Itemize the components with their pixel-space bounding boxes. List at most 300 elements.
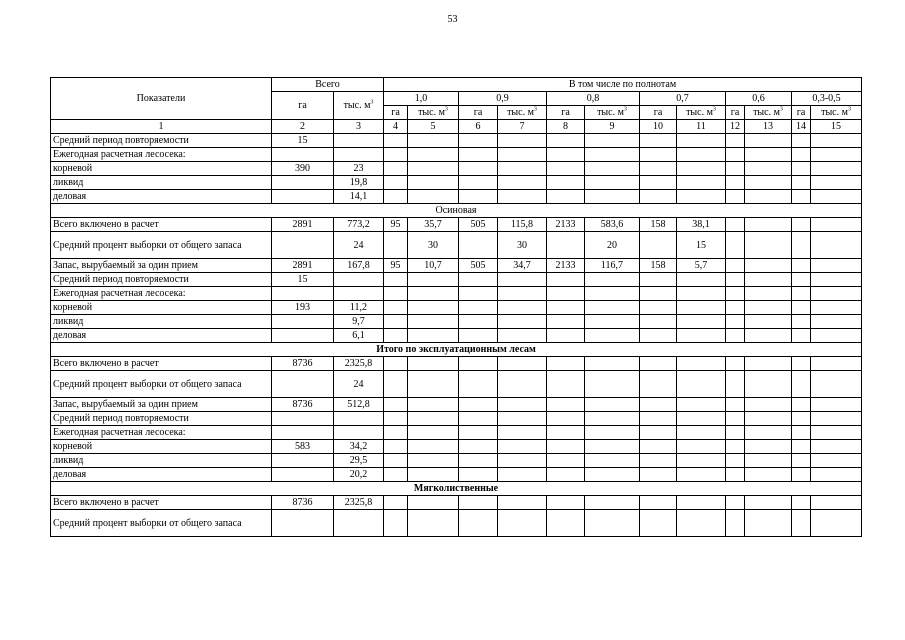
table-cell: [272, 287, 334, 301]
table-cell: 390: [272, 162, 334, 176]
table-cell: [677, 412, 726, 426]
row-label: Ежегодная расчетная лесосека:: [51, 426, 272, 440]
table-cell: [408, 496, 459, 510]
table-cell: [811, 468, 862, 482]
table-cell: [547, 440, 585, 454]
table-cell: [726, 176, 745, 190]
column-number: 14: [792, 120, 811, 134]
table-row: [51, 468, 862, 482]
table-cell: [408, 371, 459, 398]
table-cell: [726, 454, 745, 468]
table-cell: [792, 232, 811, 259]
table-body: [51, 134, 862, 537]
table-cell: [498, 329, 547, 343]
table-cell: 5,7: [677, 259, 726, 273]
unit-ha: га: [640, 106, 677, 120]
table-cell: [745, 218, 792, 232]
table-cell: [585, 273, 640, 287]
table-cell: [792, 287, 811, 301]
table-cell: [677, 190, 726, 204]
row-label: Всего включено в расчет: [51, 357, 272, 371]
table-cell: [408, 315, 459, 329]
table-cell: [408, 468, 459, 482]
table-cell: [640, 190, 677, 204]
table-row: [51, 371, 862, 398]
table-cell: [640, 301, 677, 315]
table-cell: [745, 398, 792, 412]
table-cell: [408, 440, 459, 454]
table-cell: [677, 315, 726, 329]
table-cell: [811, 134, 862, 148]
table-cell: 38,1: [677, 218, 726, 232]
table-cell: [677, 496, 726, 510]
table-cell: 6,1: [334, 329, 384, 343]
table-cell: [585, 468, 640, 482]
table-cell: [498, 134, 547, 148]
forest-stock-table: [50, 77, 862, 537]
table-cell: [384, 510, 408, 537]
table-cell: 512,8: [334, 398, 384, 412]
table-cell: [547, 371, 585, 398]
density-header: 1,0: [384, 92, 459, 106]
table-cell: [745, 190, 792, 204]
table-cell: [408, 357, 459, 371]
table-cell: [459, 315, 498, 329]
table-cell: 20,2: [334, 468, 384, 482]
table-cell: 35,7: [408, 218, 459, 232]
table-cell: [811, 454, 862, 468]
table-cell: [792, 440, 811, 454]
table-cell: [677, 134, 726, 148]
table-cell: [792, 398, 811, 412]
table-cell: [585, 148, 640, 162]
table-cell: [585, 329, 640, 343]
table-cell: [459, 232, 498, 259]
table-cell: [547, 148, 585, 162]
table-row: [51, 218, 862, 232]
table-cell: 158: [640, 259, 677, 273]
table-cell: [792, 454, 811, 468]
table-cell: [459, 510, 498, 537]
table-cell: [745, 148, 792, 162]
table-cell: [334, 134, 384, 148]
table-cell: 95: [384, 259, 408, 273]
table-row: [51, 134, 862, 148]
table-cell: [677, 371, 726, 398]
table-cell: [498, 412, 547, 426]
table-cell: 24: [334, 232, 384, 259]
table-cell: [498, 162, 547, 176]
table-cell: [811, 190, 862, 204]
table-cell: [498, 315, 547, 329]
unit-ha: га: [547, 106, 585, 120]
table-cell: [726, 134, 745, 148]
table-cell: [677, 440, 726, 454]
table-cell: [408, 398, 459, 412]
table-cell: [384, 440, 408, 454]
table-cell: [459, 329, 498, 343]
row-label: деловая: [51, 468, 272, 482]
row-label: Средний период повторяемости: [51, 273, 272, 287]
section-row: [51, 482, 862, 496]
table-cell: [640, 148, 677, 162]
row-label: Средний период повторяемости: [51, 412, 272, 426]
table-cell: [384, 134, 408, 148]
table-cell: [585, 134, 640, 148]
table-cell: [547, 176, 585, 190]
table-cell: [745, 426, 792, 440]
table-cell: 2325,8: [334, 357, 384, 371]
table-row: [51, 176, 862, 190]
table-cell: [811, 232, 862, 259]
table-cell: [334, 148, 384, 162]
unit-volume: тыс. $м^3$: [408, 106, 459, 120]
table-cell: [811, 371, 862, 398]
table-cell: 10,7: [408, 259, 459, 273]
table-row: [51, 426, 862, 440]
table-cell: 19,8: [334, 176, 384, 190]
table-cell: [384, 412, 408, 426]
table-cell: [811, 315, 862, 329]
table-cell: [547, 468, 585, 482]
table-cell: [677, 301, 726, 315]
table-cell: [640, 468, 677, 482]
table-cell: 34,7: [498, 259, 547, 273]
table-cell: 95: [384, 218, 408, 232]
table-cell: [408, 287, 459, 301]
column-number: 11: [677, 120, 726, 134]
table-cell: [585, 301, 640, 315]
table-cell: [745, 412, 792, 426]
row-label: Запас, вырубаемый за один прием: [51, 259, 272, 273]
section-row: [51, 204, 862, 218]
table-cell: [811, 426, 862, 440]
table-cell: [745, 496, 792, 510]
density-header: 0,9: [459, 92, 547, 106]
table-cell: [459, 496, 498, 510]
table-cell: [459, 440, 498, 454]
row-label: Средний период повторяемости: [51, 134, 272, 148]
table-cell: [498, 301, 547, 315]
table-cell: [811, 287, 862, 301]
table-cell: [585, 162, 640, 176]
section-title: Осиновая: [51, 204, 862, 218]
table-cell: [547, 412, 585, 426]
table-cell: [498, 148, 547, 162]
table-cell: [677, 426, 726, 440]
table-cell: [408, 301, 459, 315]
table-cell: [459, 148, 498, 162]
column-number: 12: [726, 120, 745, 134]
density-header: 0,8: [547, 92, 640, 106]
table-cell: 9,7: [334, 315, 384, 329]
table-cell: [811, 259, 862, 273]
table-cell: [334, 426, 384, 440]
table-cell: [547, 357, 585, 371]
table-cell: 167,8: [334, 259, 384, 273]
table-cell: [726, 315, 745, 329]
page-number: 53: [447, 14, 458, 25]
header-indicators: Показатели: [51, 78, 272, 120]
table-cell: [272, 426, 334, 440]
table-cell: [726, 426, 745, 440]
table-cell: [726, 468, 745, 482]
table-cell: [726, 218, 745, 232]
table-cell: [459, 412, 498, 426]
row-label: ликвид: [51, 176, 272, 190]
unit-volume: тыс. $м^3$: [585, 106, 640, 120]
table-cell: 8736: [272, 496, 334, 510]
row-label: корневой: [51, 440, 272, 454]
table-cell: [547, 232, 585, 259]
table-cell: [745, 315, 792, 329]
column-number: 3: [334, 120, 384, 134]
table-cell: [745, 134, 792, 148]
table-cell: [745, 440, 792, 454]
table-cell: [585, 454, 640, 468]
column-number: 9: [585, 120, 640, 134]
table-cell: [585, 426, 640, 440]
table-cell: [408, 412, 459, 426]
row-label: Ежегодная расчетная лесосека:: [51, 148, 272, 162]
table-cell: [811, 329, 862, 343]
row-label: ликвид: [51, 454, 272, 468]
row-label: корневой: [51, 301, 272, 315]
table-cell: 14,1: [334, 190, 384, 204]
table-cell: [726, 273, 745, 287]
table-cell: [677, 287, 726, 301]
table-cell: [745, 357, 792, 371]
table-cell: [792, 496, 811, 510]
table-cell: [498, 496, 547, 510]
table-cell: [640, 440, 677, 454]
table-cell: [408, 510, 459, 537]
table-cell: [640, 134, 677, 148]
table-cell: [811, 412, 862, 426]
unit-volume: тыс. $м^3$: [677, 106, 726, 120]
column-number-row: [51, 120, 862, 134]
table-cell: [677, 454, 726, 468]
table-cell: [726, 510, 745, 537]
table-cell: [792, 162, 811, 176]
table-cell: [459, 301, 498, 315]
section-title: Мягколиственные: [51, 482, 862, 496]
table-cell: [726, 412, 745, 426]
table-cell: [745, 371, 792, 398]
table-cell: [726, 287, 745, 301]
table-cell: [498, 371, 547, 398]
table-cell: [640, 496, 677, 510]
table-cell: 773,2: [334, 218, 384, 232]
table-cell: [272, 148, 334, 162]
row-label: Средний процент выборки от общего запаса: [51, 232, 272, 259]
table-cell: 23: [334, 162, 384, 176]
table-cell: [677, 468, 726, 482]
table-cell: 583: [272, 440, 334, 454]
table-cell: [384, 454, 408, 468]
table-row: [51, 496, 862, 510]
table-cell: [585, 510, 640, 537]
table-cell: [498, 468, 547, 482]
table-cell: [811, 357, 862, 371]
table-row: [51, 357, 862, 371]
table-cell: 2133: [547, 259, 585, 273]
table-cell: [459, 287, 498, 301]
table-cell: [726, 496, 745, 510]
table-cell: [547, 315, 585, 329]
table-cell: [640, 162, 677, 176]
row-label: деловая: [51, 329, 272, 343]
table-cell: [745, 454, 792, 468]
column-number: 15: [811, 120, 862, 134]
table-cell: 30: [498, 232, 547, 259]
table-cell: 115,8: [498, 218, 547, 232]
table-cell: [272, 190, 334, 204]
row-label: Средний процент выборки от общего запаса: [51, 371, 272, 398]
table-cell: [334, 287, 384, 301]
table-cell: [459, 398, 498, 412]
table-cell: [585, 440, 640, 454]
table-cell: [640, 371, 677, 398]
table-cell: [585, 315, 640, 329]
table-cell: 2325,8: [334, 496, 384, 510]
table-cell: [745, 176, 792, 190]
table-cell: [547, 162, 585, 176]
table-cell: [677, 357, 726, 371]
column-number: 1: [51, 120, 272, 134]
table-row: [51, 412, 862, 426]
table-row: [51, 162, 862, 176]
table-cell: [498, 398, 547, 412]
table-cell: [792, 412, 811, 426]
table-cell: [585, 287, 640, 301]
table-cell: [408, 273, 459, 287]
table-cell: [677, 273, 726, 287]
table-cell: [792, 301, 811, 315]
table-cell: [547, 426, 585, 440]
table-cell: [498, 190, 547, 204]
table-cell: 15: [677, 232, 726, 259]
table-cell: [640, 176, 677, 190]
table-cell: [585, 371, 640, 398]
table-cell: [334, 412, 384, 426]
table-row: [51, 440, 862, 454]
table-cell: 20: [585, 232, 640, 259]
table-cell: [459, 134, 498, 148]
table-cell: [384, 287, 408, 301]
table-cell: [811, 218, 862, 232]
table-cell: [384, 371, 408, 398]
table-cell: [745, 232, 792, 259]
table-cell: [459, 273, 498, 287]
table-cell: [384, 190, 408, 204]
table-cell: 116,7: [585, 259, 640, 273]
table-cell: [272, 454, 334, 468]
table-cell: [745, 259, 792, 273]
table-cell: [408, 454, 459, 468]
table-cell: [459, 454, 498, 468]
table-cell: [585, 176, 640, 190]
header-incl-by-density: В том числе по полнотам: [384, 78, 862, 92]
table-cell: [792, 329, 811, 343]
table-cell: [547, 190, 585, 204]
table-cell: [745, 329, 792, 343]
table-cell: [726, 329, 745, 343]
table-cell: [498, 176, 547, 190]
table-cell: [640, 232, 677, 259]
table-cell: [792, 218, 811, 232]
table-cell: [547, 454, 585, 468]
density-header: 0,6: [726, 92, 792, 106]
table-cell: 2891: [272, 218, 334, 232]
table-cell: [384, 162, 408, 176]
table-cell: [384, 273, 408, 287]
table-cell: [677, 510, 726, 537]
unit-ha: га: [459, 106, 498, 120]
table-cell: [811, 176, 862, 190]
table-cell: [640, 510, 677, 537]
table-cell: [792, 176, 811, 190]
table-row: [51, 398, 862, 412]
table-cell: [640, 315, 677, 329]
section-row: [51, 343, 862, 357]
table-cell: [640, 454, 677, 468]
table-cell: 8736: [272, 398, 334, 412]
table-cell: [640, 412, 677, 426]
table-cell: 24: [334, 371, 384, 398]
table-cell: [811, 496, 862, 510]
table-cell: [408, 162, 459, 176]
table-cell: [547, 273, 585, 287]
table-cell: [726, 371, 745, 398]
table-cell: [792, 259, 811, 273]
table-cell: [745, 273, 792, 287]
table-cell: [792, 468, 811, 482]
table-cell: [811, 398, 862, 412]
table-cell: [811, 440, 862, 454]
table-cell: [811, 273, 862, 287]
table-row: [51, 273, 862, 287]
table-cell: [792, 510, 811, 537]
table-cell: [384, 315, 408, 329]
table-cell: 29,5: [334, 454, 384, 468]
table-cell: [726, 232, 745, 259]
table-cell: [792, 315, 811, 329]
table-cell: [585, 398, 640, 412]
column-number: 4: [384, 120, 408, 134]
header-total: Всего: [272, 78, 384, 92]
unit-ha: га: [384, 106, 408, 120]
table-cell: [547, 134, 585, 148]
table-cell: [585, 496, 640, 510]
table-cell: 30: [408, 232, 459, 259]
column-number: 7: [498, 120, 547, 134]
table-cell: [547, 287, 585, 301]
column-number: 10: [640, 120, 677, 134]
table-row: [51, 315, 862, 329]
table-cell: [547, 301, 585, 315]
table-cell: [792, 190, 811, 204]
table-cell: [498, 440, 547, 454]
table-cell: [677, 176, 726, 190]
table-cell: [677, 398, 726, 412]
table-cell: [384, 496, 408, 510]
table-cell: [459, 357, 498, 371]
table-cell: [408, 134, 459, 148]
table-cell: [498, 273, 547, 287]
column-number: 8: [547, 120, 585, 134]
table-row: [51, 510, 862, 537]
